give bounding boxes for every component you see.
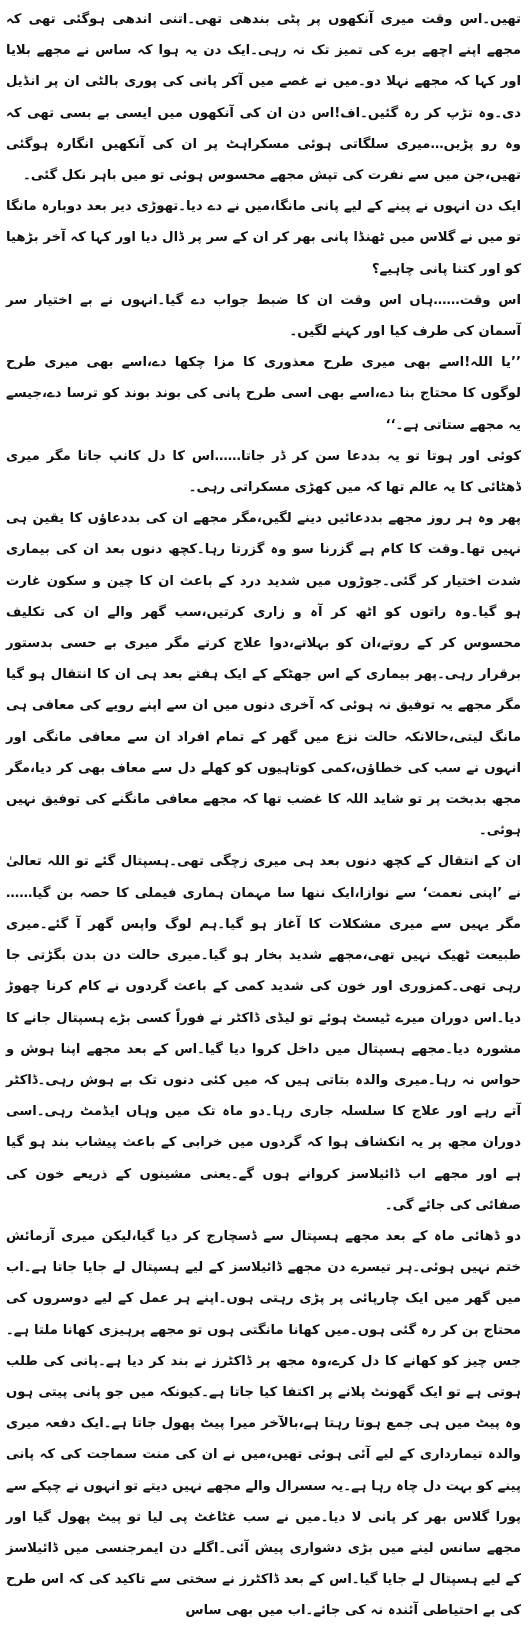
paragraph-7: ان کے انتقال کے کچھ دنوں بعد ہی میری زچگی تھی۔ہسپتال گئے تو اللہ تعالیٰ نے ’اپنی نعمت‘ سے نوازا،ایک ننھا سا مہمان ہماری فیملی کا حصہ بن گیا……مگر یہیں سے میری مشکلات کا آغاز ہو گیا۔ہم لوگ واپس گھر آ گئے۔میری طبیعت ٹھیک نہیں تھی،مجھے شدید بخار ہو گیا۔میری حالت دن بدن بگڑتی جا رہی تھی۔کمزوری اور خون کی شدید کمی کے باعث گردوں نے کام کرنا چھوڑ دیا۔اس دوران میرے ٹیسٹ ہوئے تو لیڈی ڈاکٹر نے فوراً کسی بڑے ہسپتال جانے کا مشورہ دیا۔مجھے ہسپتال میں داخل کروا دیا گیا۔اس کے بعد مجھے اپنا ہوش و حواس نہ رہا۔میری والدہ بتاتی ہیں کہ میں کئی دنوں تک بے ہوش رہی۔ڈاکٹر آتے رہے اور علاج کا سلسلہ جاری رہا۔دو ماہ تک میں وہاں ایڈمٹ رہی۔اسی دوران مجھ پر یہ انکشاف ہوا کہ گردوں میں خرابی کے باعث پیشاب بند ہو گیا ہے اور مجھے اب ڈائیلاسز کروانے ہوں گے۔یعنی مشینوں کے ذریعے خون کی صفائی کی جائے گی۔ xyxy=(6,854,521,1213)
paragraph-4: ’’یا اللہ!اسے بھی میری طرح معذوری کا مزا چکھا دے،اسے بھی میری طرح لوگوں کا محتاج بنا دے،اسے بھی اسی طرح پانی کی بوند بوند کو ترسا دے،جیسے یہ مجھے ستاتی ہے۔‘‘ xyxy=(6,355,521,433)
paragraph-6: پھر وہ ہر روز مجھے بددعائیں دینے لگیں،مگر مجھے ان کی بددعاؤں کا یقین ہی نہیں تھا۔وقت کا کام ہے گزرنا سو وہ گزرتا رہا۔کچھ دنوں بعد ان کی بیماری شدت اختیار کر گئی۔جوڑوں میں شدید درد کے باعث ان کا چین و سکون غارت ہو گیا۔وہ راتوں کو اٹھ کر آہ و زاری کرتیں،سب گھر والے ان کی تکلیف محسوس کر کے روتے،ان کو بہلاتے،دوا علاج کرتے مگر میری بے حسی بدستور برقرار رہی۔پھر بیماری کے اس جھٹکے کے ایک ہفتے بعد ہی ان کا انتقال ہو گیا مگر مجھے یہ توفیق نہ ہوئی کہ آخری دنوں میں ان سے اپنے رویے کی معافی ہی مانگ لیتی،حالانکہ حالت نزع میں گھر کے تمام افراد ان سے معافی مانگی اور انہوں نے سب کی خطاؤں،کمی کوتاہیوں کو کھلے دل سے معاف بھی کر دیا،مگر مجھ بدبخت پر تو شاید اللہ کا غضب تھا کہ مجھے معافی مانگنے کی توفیق نہیں ہوئی۔ xyxy=(6,511,521,839)
paragraph-3: اس وقت……ہاں اس وقت ان کا ضبط جواب دے گیا۔انہوں نے بے اختیار سر آسمان کی طرف کیا اور کہنے لگیں۔ xyxy=(6,292,521,340)
paragraph-8: دو ڈھائی ماہ کے بعد مجھے ہسپتال سے ڈسچارج کر دیا گیا،لیکن میری آزمائش ختم نہیں ہوئی۔ہر تیسرے دن مجھے ڈائیلاسز کے لیے ہسپتال لے جایا جاتا ہے۔اب میں گھر میں ایک چارپائی پر پڑی رہتی ہوں۔اپنے ہر عمل کے لیے دوسروں کی محتاج بن کر رہ گئی ہوں۔میں کھانا مانگتی ہوں تو مجھے پرہیزی کھانا ملتا ہے۔جس چیز کو کھانے کا دل کرے،وہ مجھ پر ڈاکٹرز نے بند کر دیا ہے۔پانی کی طلب ہوتی ہے تو ایک گھونٹ پلانے پر اکتفا کیا جاتا ہے۔کیونکہ میں جو پانی پیتی ہوں وہ پیٹ میں ہی جمع ہوتا رہتا ہے،بالآخر میرا پیٹ پھول جاتا ہے۔ایک دفعہ میری والدہ تیمارداری کے لیے آئی ہوئی تھیں،میں نے ان کی منت سماجت کی کہ پانی پینے کو بہت دل چاہ رہا ہے۔یہ سسرال والے مجھے نہیں دیتے تو انہوں نے چپکے سے پورا گلاس بھر کر پانی لا دیا۔میں نے سب غٹاغٹ پی لیا تو پیٹ پھول گیا اور مجھے سانس لینے میں بڑی دشواری پیش آئی۔اگلے دن ایمرجنسی میں ڈائیلاسز کے لیے ہسپتال لے جایا گیا۔اس کے بعد ڈاکٹرز نے سختی سے تاکید کی کہ اس طرح کی بے احتیاطی آئندہ نہ کی جائے۔اب میں بھی ساس xyxy=(6,1228,521,1619)
paragraph-2: ایک دن انہوں نے پینے کے لیے پانی مانگا،میں نے دے دیا۔تھوڑی دیر بعد دوبارہ مانگا تو میں نے گلاس میں ٹھنڈا پانی بھر کر ان کے سر پر ڈال دیا اور کہا کہ آخر بڑھیا کو اور کتنا پانی چاہیے؟ xyxy=(6,199,521,277)
paragraph-5: کوئی اور ہوتا تو یہ بددعا سن کر ڈر جاتا……اس کا دل کانپ جاتا مگر میری ڈھٹائی کا یہ عالم تھا کہ میں کھڑی مسکراتی رہی۔ xyxy=(6,448,521,496)
paragraph-1: تھیں۔اس وقت میری آنکھوں پر پٹی بندھی تھی۔اتنی اندھی ہوگئی تھی کہ مجھے اپنے اچھے برے کی تمیز تک نہ رہی۔ایک دن یہ ہوا کہ ساس نے مجھے بلایا اور کہا کہ مجھے نہلا دو۔میں نے غصے میں آکر پانی کی پوری بالٹی ان پر انڈیل دی۔وہ تڑپ کر رہ گئیں۔اف!اس دن ان کی آنکھوں میں ایسی بے بسی تھی کہ وہ رو پڑیں…میری سلگاتی ہوئی مسکراہٹ پر ان کی آنکھیں انگارہ ہوگئی تھیں،جن میں سے نفرت کی تپش مجھے محسوس ہوئی تو میں باہر نکل گئی۔ xyxy=(6,12,521,184)
